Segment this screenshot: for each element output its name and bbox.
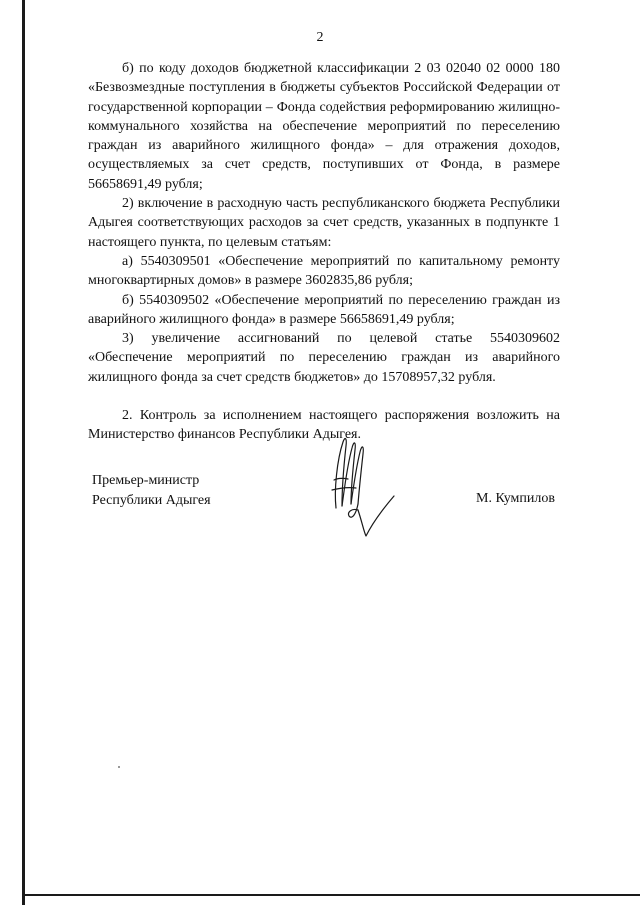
document-body — [88, 59, 560, 445]
signatory-title: Премьер-министр Республики Адыгея — [92, 473, 211, 508]
scan-edge-left — [22, 0, 25, 905]
page-number: 2 — [316, 30, 324, 45]
paragraph-expense-inclusion: 2) включение в расходную часть республиканского бюджета Республики Адыгея соответствующих расходов за счет средств, указанных в подпункте 1 настоящего пункта, по целевым статьям: — [88, 196, 560, 250]
handwritten-signature — [322, 430, 402, 540]
scan-speck — [118, 766, 120, 768]
paragraph-revenue-code: б) по коду доходов бюджетной классификации 2 03 02040 02 0000 180 «Безвозмездные поступления в бюджеты субъектов Российской Федерации от государственной корпорации – Фонда содействия реформированию жилищно-коммунального хозяйства на обеспечение мероприятий по переселению граждан из аварийного жилищного фонда» – для отражения доходов, осуществляемых за счет средств, поступивших от Фонда, в размере 56658691,49 рубля; — [88, 61, 560, 192]
signatory-name: М. Кумпилов — [476, 491, 555, 506]
paragraph-allocation-increase: 3) увеличение ассигнований по целевой статье 5540309602 «Обеспечение мероприятий по переселению граждан из аварийного жилищного фонда за счет средств бюджетов» до 15708957,32 рубля. — [88, 331, 560, 385]
scan-edge-bottom — [22, 894, 640, 896]
paragraph-control: 2. Контроль за исполнением настоящего распоряжения возложить на Министерство финансов Республики Адыгея. — [88, 408, 560, 443]
paragraph-item-b: б) 5540309502 «Обеспечение мероприятий по переселению граждан из аварийного жилищного фонда» в размере 56658691,49 рубля; — [88, 292, 560, 327]
paragraph-item-a: а) 5540309501 «Обеспечение мероприятий по капитальному ремонту многоквартирных домов» в размере 3602835,86 рубля; — [88, 253, 560, 289]
